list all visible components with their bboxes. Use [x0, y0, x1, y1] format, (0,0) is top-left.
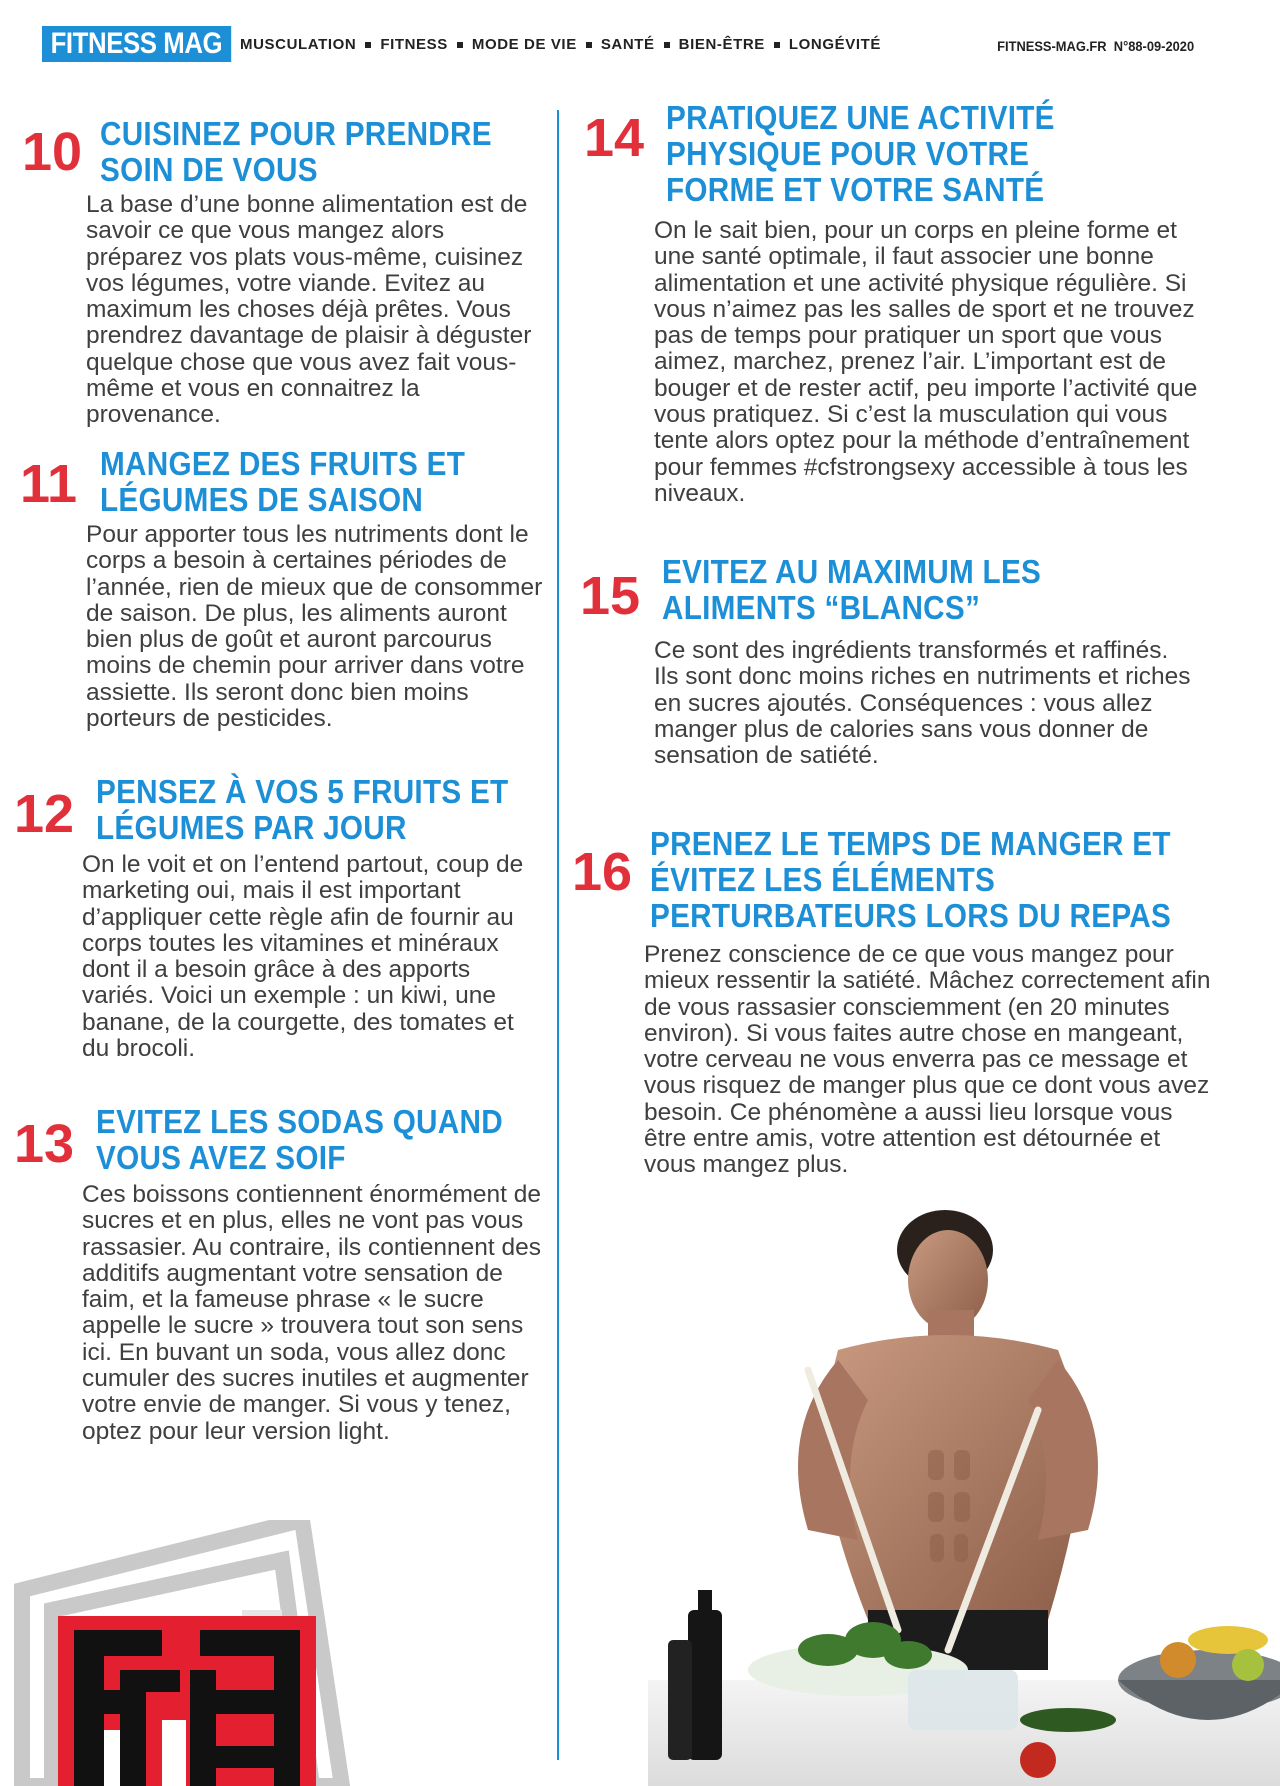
brand-logo[interactable]: FITNESS MAG [42, 26, 231, 62]
tip-body: On le voit et on l’entend partout, coup de marketing oui, mais il est important d’appliquer cette règle afin de fournir au corps toutes les vitamines et minéraux dont il a besoin grâce à des apports variés. Voici un exemple : un kiwi, une banane, de la courgette, des tomates et du brocoli. [82, 851, 524, 1063]
tip-title-line: FORME ET VOTRE SANTÉ [666, 171, 1045, 208]
tip-title-line: PRATIQUEZ UNE ACTIVITÉ [666, 99, 1055, 136]
nav-separator [664, 42, 670, 48]
tip-number: 13 [14, 1114, 75, 1174]
tip-title [662, 554, 1041, 626]
tip-body: Pour apporter tous les nutriments dont le corps a besoin à certaines périodes de l’année, rien de mieux que de consommer de saison. De plus, les aliments auront bien plus de goût et auront parcourus moins de chemin pour arriver dans votre assiette. Ils seront donc bien moins porteurs de pesticides. [86, 521, 543, 733]
tip-title-line: ALIMENTS “BLANCS” [662, 589, 981, 626]
tip-title-line: ÉVITEZ LES ÉLÉMENTS [650, 861, 996, 898]
tip-title-line: MANGEZ DES FRUITS ET [100, 445, 466, 482]
tip-number: 12 [14, 784, 75, 844]
tip-title [100, 446, 465, 518]
nav-item-mode-de-vie[interactable]: MODE DE VIE [471, 36, 577, 53]
page-header [0, 0, 1280, 80]
nav-item-musculation[interactable]: MUSCULATION [240, 36, 357, 53]
man-preparing-salad-photo [648, 1200, 1280, 1786]
nav-item-fitness[interactable]: FITNESS [380, 36, 448, 53]
nav-item-longevite[interactable]: LONGÉVITÉ [788, 36, 881, 53]
category-nav [240, 36, 881, 53]
tip-body: On le sait bien, pour un corps en pleine forme et une santé optimale, il faut associer une bonne alimentation et une activité physique régulière. Si vous n’aimez pas les salles de sport et ne trouvez pas de temps pour pratiquer un sport que vous aimez, marchez, prenez l’air. L’important est de bouger et de rester actif, peu importe l’activité que vous pratiquez. Si c’est la musculation qui vous tente alors optez pour la méthode d’entraînement pour femmes #cfstrongsexy accessible à tous les niveaux. [654, 217, 1198, 507]
tip-title [96, 774, 508, 846]
tip-number: 11 [20, 454, 78, 514]
tip-title-line: PERTURBATEURS LORS DU REPAS [650, 897, 1172, 934]
nav-item-bien-etre[interactable]: BIEN-ÊTRE [678, 36, 765, 53]
tip-title [96, 1104, 503, 1176]
tip-title [666, 100, 1055, 208]
tip-title-line: LÉGUMES DE SAISON [100, 481, 424, 518]
tip-number: 15 [580, 566, 641, 626]
tip-body: La base d’une bonne alimentation est de savoir ce que vous mangez alors préparez vos plats vous-même, cuisinez vos légumes, votre viande. Evitez au maximum les choses déjà prêtes. Vous prendrez davantage de plaisir à déguster quelque chose que vous avez fait vous-même et vous en connaitrez la provenance. [86, 191, 532, 429]
nav-separator [586, 42, 592, 48]
tip-title-line: PENSEZ À VOS 5 FRUITS ET [96, 773, 509, 810]
site-url[interactable]: FITNESS-MAG.FR [997, 38, 1107, 54]
tip-title-line: PRENEZ LE TEMPS DE MANGER ET [650, 825, 1171, 862]
tip-title-line: EVITEZ AU MAXIMUM LES [662, 553, 1042, 590]
tip-title-line: VOUS AVEZ SOIF [96, 1139, 346, 1176]
tip-body: Ces boissons contiennent énormément de sucres et en plus, elles ne vont pas vous rassasier. Au contraire, ils contiennent des additifs augmentant votre sensation de faim, et la fameuse phrase « le sucre appelle le sucre » trouvera tout son sens ici. En buvant un soda, vous allez donc cumuler des sucres inutiles et augmenter votre envie de manger. Si vous y tenez, optez pour leur version light. [82, 1181, 541, 1445]
nav-item-sante[interactable]: SANTÉ [600, 36, 655, 53]
tip-title [650, 826, 1171, 934]
tip-title [100, 116, 492, 188]
tip-number: 16 [572, 842, 633, 902]
tip-number: 14 [584, 108, 645, 168]
nav-separator [365, 42, 371, 48]
tip-title-line: EVITEZ LES SODAS QUAND [96, 1103, 503, 1140]
nav-separator [774, 42, 780, 48]
tip-title-line: SOIN DE VOUS [100, 151, 318, 188]
tip-body: Prenez conscience de ce que vous mangez pour mieux ressentir la satiété. Mâchez correctement afin de vous rassasier consciemment (en 20 minutes environ). Si vous faites autre chose en mangeant, votre cerveau ne vous enverra pas ce message et vous risquez de manger plus que ce dont vous avez besoin. Ce phénomène a aussi lieu lorsque vous être entre amis, votre attention est détournée et vous mangez plus. [644, 941, 1211, 1179]
issue-info [997, 38, 1194, 54]
tip-title-line: LÉGUMES PAR JOUR [96, 809, 407, 846]
tip-number: 10 [22, 122, 83, 182]
column-divider [557, 110, 559, 1760]
issue-number: N°88-09-2020 [1113, 38, 1194, 54]
tip-title-line: PHYSIQUE POUR VOTRE [666, 135, 1030, 172]
tip-title-line: CUISINEZ POUR PRENDRE [100, 115, 492, 152]
tip-body: Ce sont des ingrédients transformés et raffinés. Ils sont donc moins riches en nutriments et riches en sucres ajoutés. Conséquences : vous allez manger plus de calories sans vous donner de sensation de satiété. [654, 637, 1191, 770]
cf-brand-logo-icon [12, 1520, 352, 1786]
nav-separator [457, 42, 463, 48]
